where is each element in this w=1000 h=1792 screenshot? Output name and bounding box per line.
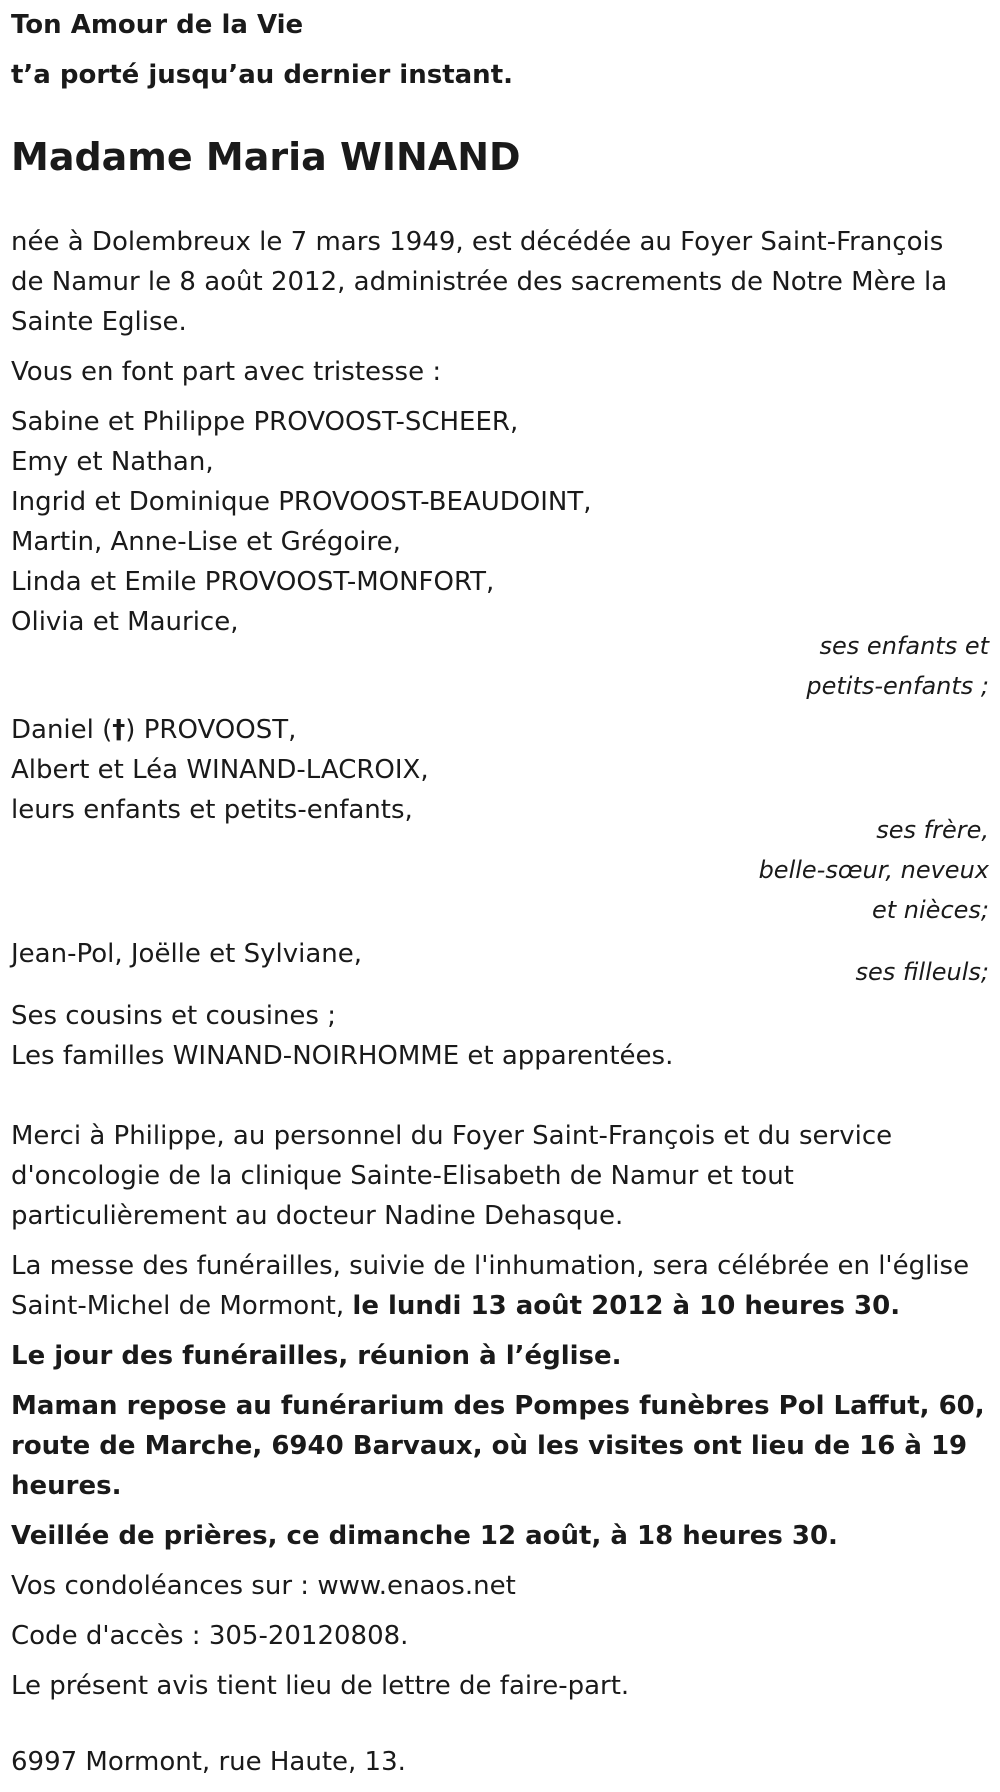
condolences-line: Vos condoléances sur : www.enaos.net	[11, 1571, 516, 1601]
family-name-line: Emy et Nathan,	[11, 447, 214, 477]
thanks-line: Merci à Philippe, au personnel du Foyer Saint-François et du service	[11, 1121, 893, 1151]
family-name-line: Albert et Léa WINAND-LACROIX,	[11, 755, 429, 785]
header-line-2: t’a porté jusqu’au dernier instant.	[11, 60, 513, 90]
family-name-line	[11, 710, 296, 750]
family-name-line: Ingrid et Dominique PROVOOST-BEAUDOINT,	[11, 487, 592, 517]
intro-line-3: Sainte Eglise.	[11, 307, 187, 337]
thanks-line: d'oncologie de la clinique Sainte-Elisabeth de Namur et tout	[11, 1161, 794, 1191]
intro-line-1: née à Dolembreux le 7 mars 1949, est décédée au Foyer Saint-François	[11, 227, 944, 257]
others-line: Les familles WINAND-NOIRHOMME et apparentées.	[11, 1041, 674, 1071]
others-line: Ses cousins et cousines ;	[11, 1001, 336, 1031]
family-name-line: Sabine et Philippe PROVOOST-SCHEER,	[11, 407, 519, 437]
family-name-line: Martin, Anne-Lise et Grégoire,	[11, 527, 401, 557]
header-line-1: Ton Amour de la Vie	[11, 10, 304, 40]
family-role-line: et nièces;	[872, 896, 989, 924]
vigil-line: Veillée de prières, ce dimanche 12 août, à 18 heures 30.	[11, 1521, 838, 1551]
family-role-line: ses frère,	[876, 816, 989, 844]
notice-line: Le présent avis tient lieu de lettre de faire-part.	[11, 1671, 630, 1701]
cross-icon: †	[112, 715, 126, 745]
family-name-line: Olivia et Maurice,	[11, 607, 239, 637]
meeting-line: Le jour des funérailles, réunion à l’église.	[11, 1341, 622, 1371]
family-role-line: petits-enfants ;	[806, 672, 989, 700]
access-code-line: Code d'accès : 305-20120808.	[11, 1621, 409, 1651]
funerarium-line: heures.	[11, 1471, 122, 1501]
family-name-line: Jean-Pol, Joëlle et Sylviane,	[11, 939, 362, 969]
mass-line-2	[11, 1286, 900, 1326]
intro-line-2: de Namur le 8 août 2012, administrée des sacrements de Notre Mère la	[11, 267, 948, 297]
announce-line: Vous en font part avec tristesse :	[11, 357, 442, 387]
daniel-suffix: ) PROVOOST,	[125, 715, 297, 745]
address-line: 6997 Mormont, rue Haute, 13.	[11, 1747, 406, 1777]
daniel-prefix: Daniel (	[11, 715, 113, 745]
family-role-line: ses filleuls;	[855, 958, 989, 986]
family-name-line: leurs enfants et petits-enfants,	[11, 795, 413, 825]
thanks-line: particulièrement au docteur Nadine Dehasque.	[11, 1201, 624, 1231]
funerarium-line: Maman repose au funérarium des Pompes funèbres Pol Laffut, 60,	[11, 1391, 985, 1421]
mass-line-1: La messe des funérailles, suivie de l'inhumation, sera célébrée en l'église	[11, 1251, 970, 1281]
mass-datetime: le lundi 13 août 2012 à 10 heures 30.	[352, 1291, 901, 1321]
family-role-line: ses enfants et	[819, 632, 989, 660]
family-role-line: belle-sœur, neveux	[758, 856, 989, 884]
funerarium-line: route de Marche, 6940 Barvaux, où les visites ont lieu de 16 à 19	[11, 1431, 968, 1461]
deceased-name: Madame Maria WINAND	[11, 135, 521, 179]
mass-location: Saint-Michel de Mormont,	[11, 1291, 353, 1321]
family-name-line: Linda et Emile PROVOOST-MONFORT,	[11, 567, 495, 597]
